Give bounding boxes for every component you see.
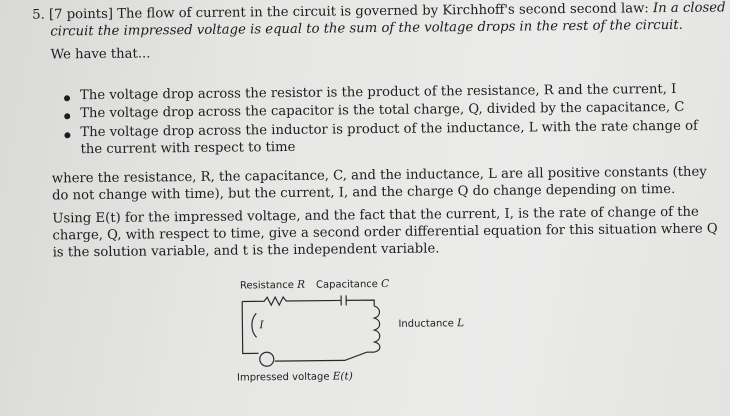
problem-number: 5. <box>32 7 45 23</box>
current-arrow <box>252 313 257 337</box>
current-symbol: I <box>259 319 264 332</box>
problem-intro: The flow of current in the circuit is governed by Kirchhoff's second second law: <box>117 1 649 22</box>
bullet-inductor-cont: the current with respect to time <box>80 139 296 158</box>
paragraph1-line1: where the resistance, R, the capacitance, C, and the inductance, L are all positive constants (they <box>51 164 707 187</box>
bullet-resistor: The voltage drop across the resistor is the product of the resistance, R and the current, I <box>79 81 677 104</box>
bullet-capacitor: The voltage drop across the capacitor is the total charge, Q, divided by the capacitance, C <box>80 99 685 122</box>
law-statement-part2: circuit the impressed voltage is equal to the sum of the voltage drops in the rest of the circuit. <box>50 17 683 40</box>
capacitance-label: Capacitance C <box>315 277 390 291</box>
wire-left <box>242 301 259 353</box>
resistor-zigzag <box>242 296 341 305</box>
voltage-label: Impressed voltage E(t) <box>236 370 353 384</box>
voltage-source <box>260 352 274 366</box>
inductor-coil <box>374 306 380 352</box>
resistance-label: Resistance R <box>239 278 306 292</box>
paragraph2-line3: is the solution variable, and t is the independent variable. <box>52 241 440 261</box>
circuit-wires <box>228 269 489 397</box>
bullet-dot <box>64 132 70 138</box>
we-have-text: We have that... <box>50 46 151 63</box>
law-statement-part1: In a closed <box>652 0 726 17</box>
bullet-dot <box>64 113 70 119</box>
paragraph2-line1: Using E(t) for the impressed voltage, and the fact that the current, I, is the rate of change of the <box>52 204 699 227</box>
paragraph1-line2: do not change with time), but the current, I, and the charge Q do change depending on time. <box>51 181 676 204</box>
capacitor-plates <box>341 295 346 305</box>
paragraph2-line2: charge, Q, with respect to time, give a second order differential equation for this situation where Q <box>52 221 718 244</box>
bullet-inductor: The voltage drop across the inductor is product of the inductance, L with the rate change of <box>80 118 698 141</box>
wire-top-right <box>346 300 374 306</box>
inductance-label: Inductance L <box>398 317 465 330</box>
problem-points: [7 points] <box>48 6 114 23</box>
wire-bottom <box>275 352 375 361</box>
circuit-diagram <box>228 269 489 397</box>
bullet-dot <box>64 95 70 101</box>
